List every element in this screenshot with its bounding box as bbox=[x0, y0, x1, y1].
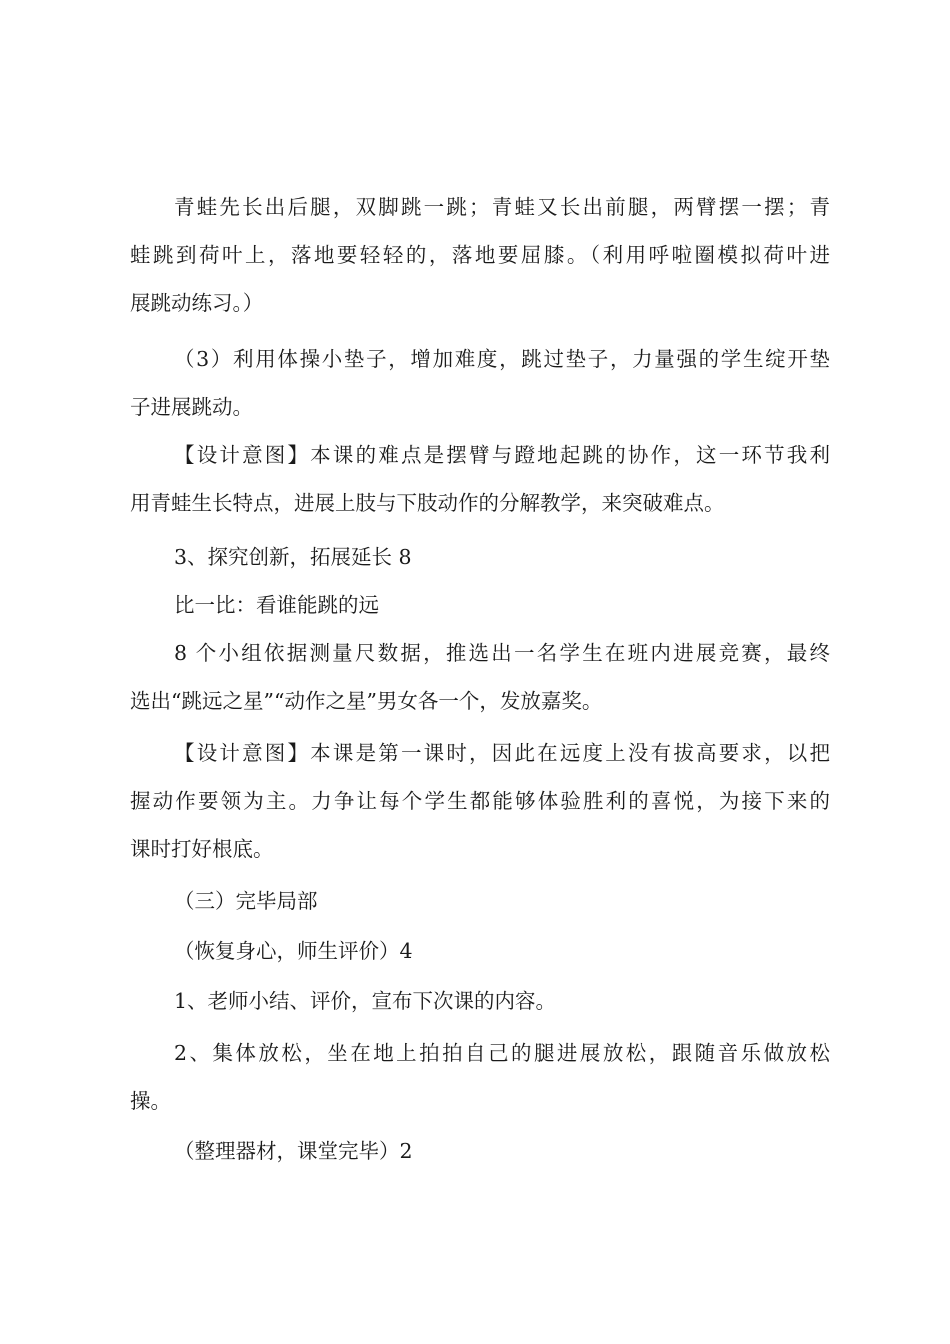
paragraph-line: （3）利用体操小垫子，增加难度，跳过垫子，力量强的学生绽开垫 bbox=[174, 347, 830, 371]
design-intent-line: 课时打好根底。 bbox=[130, 837, 274, 861]
paragraph-line: 2、集体放松，坐在地上拍拍自己的腿进展放松，跟随音乐做放松 bbox=[174, 1041, 830, 1065]
paragraph-line: 选出“跳远之星”“动作之星”男女各一个，发放嘉奖。 bbox=[130, 689, 603, 713]
paragraph-line: 8 个小组依据测量尺数据，推选出一名学生在班内进展竞赛，最终 bbox=[174, 641, 830, 665]
design-intent-line: 握动作要领为主。力争让每个学生都能够体验胜利的喜悦，为接下来的 bbox=[130, 789, 830, 813]
paragraph-line: 展跳动练习。） bbox=[130, 291, 264, 315]
design-intent-line: 【设计意图】本课的难点是摆臂与蹬地起跳的协作，这一环节我利 bbox=[174, 443, 830, 467]
section-heading: 3、探究创新，拓展延长 8 bbox=[174, 545, 412, 569]
design-intent-line: 用青蛙生长特点，进展上肢与下肢动作的分解教学，来突破难点。 bbox=[130, 491, 725, 515]
design-intent-line: 【设计意图】本课是第一课时，因此在远度上没有拔高要求，以把 bbox=[174, 741, 830, 765]
paragraph-line: （恢复身心，师生评价）4 bbox=[174, 939, 413, 963]
paragraph-line: 青蛙先长出后腿，双脚跳一跳；青蛙又长出前腿，两臂摆一摆；青 bbox=[174, 195, 830, 219]
paragraph-line: 子进展跳动。 bbox=[130, 395, 253, 419]
paragraph-line: 比一比：看谁能跳的远 bbox=[174, 593, 379, 617]
paragraph-line: （整理器材，课堂完毕）2 bbox=[174, 1139, 413, 1163]
section-heading: （三）完毕局部 bbox=[174, 889, 318, 913]
paragraph-line: 1、老师小结、评价，宣布下次课的内容。 bbox=[174, 989, 557, 1013]
paragraph-line: 操。 bbox=[130, 1089, 171, 1113]
paragraph-line: 蛙跳到荷叶上，落地要轻轻的，落地要屈膝。（利用呼啦圈模拟荷叶进 bbox=[130, 243, 830, 267]
